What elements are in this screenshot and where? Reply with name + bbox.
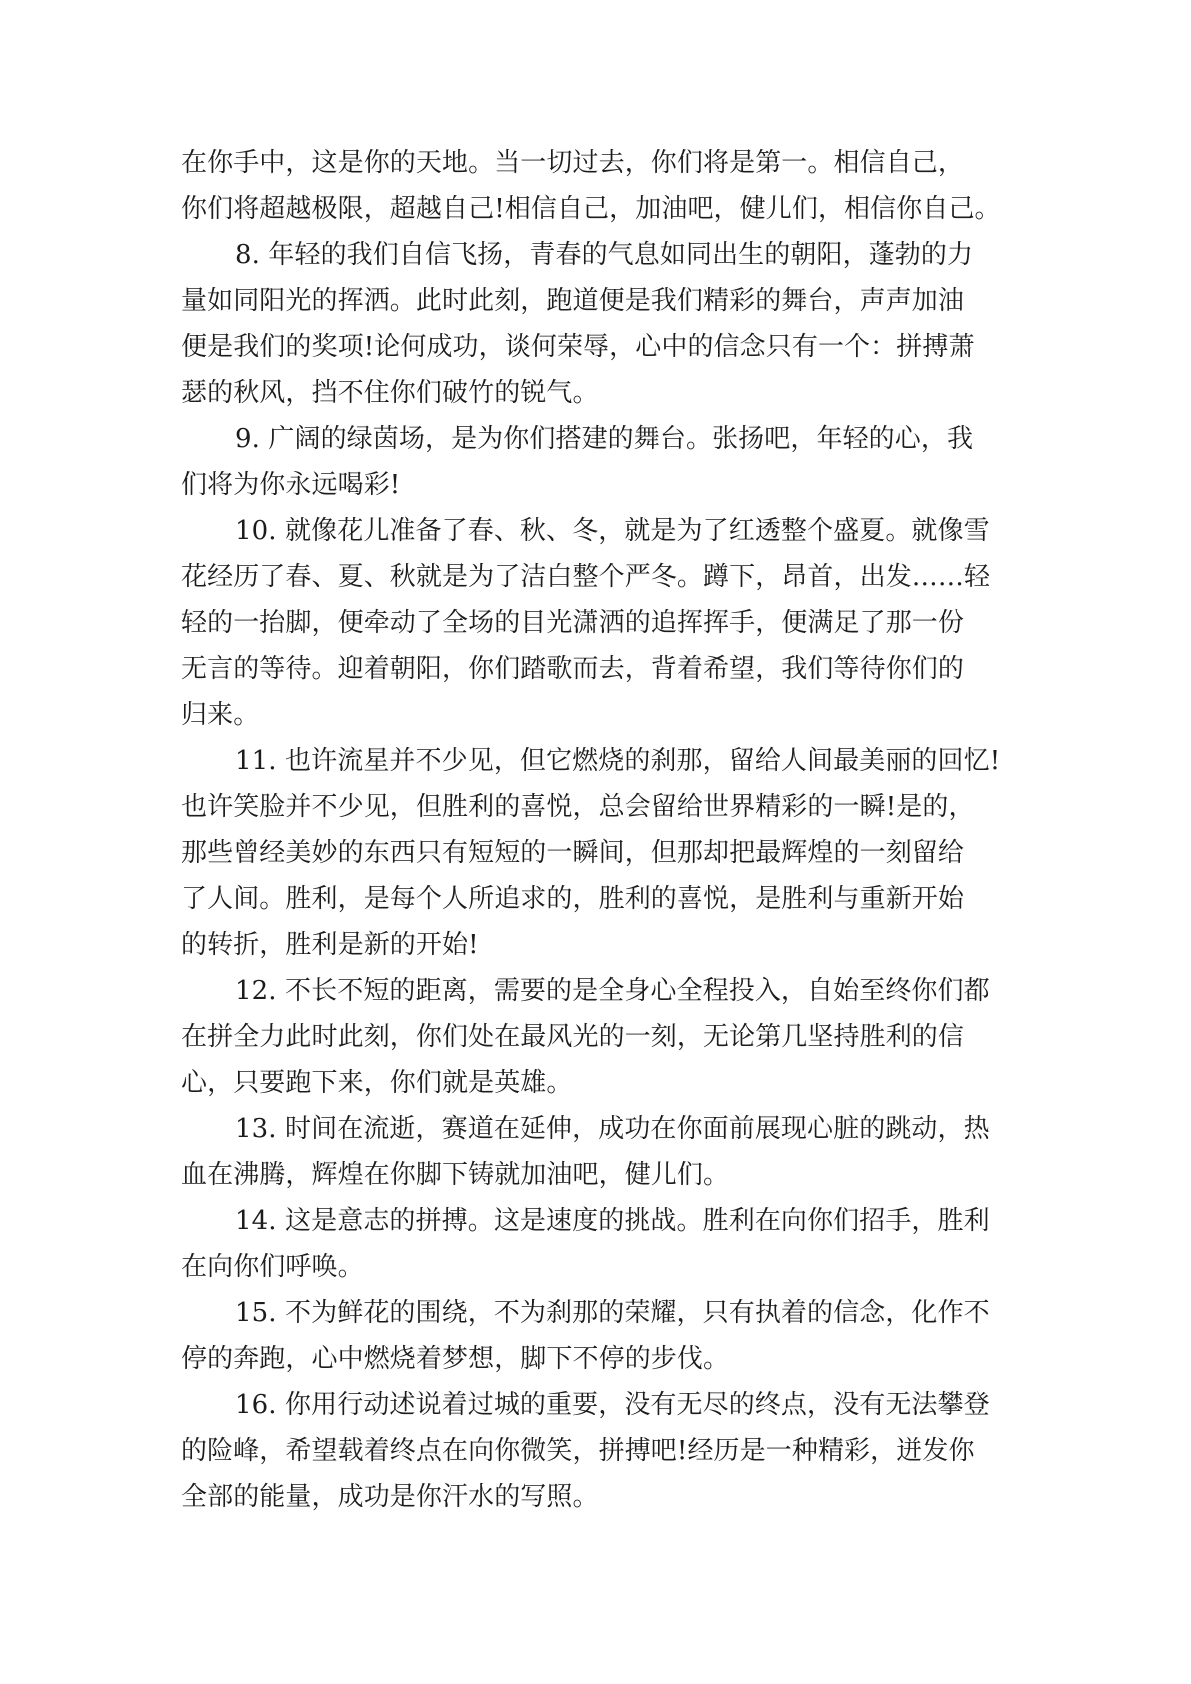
paragraph-11-start: 11. 也许流星并不少见，但它燃烧的刹那，留给人间最美丽的回忆! bbox=[235, 746, 1001, 776]
text-line: 也许笑脸并不少见，但胜利的喜悦，总会留给世界精彩的一瞬!是的， bbox=[181, 792, 975, 822]
body-text bbox=[181, 140, 1031, 1520]
text-line: 你们将超越极限，超越自己!相信自己，加油吧，健儿们，相信你自己。 bbox=[181, 194, 1001, 224]
text-line: 在拼全力此时此刻，你们处在最风光的一刻，无论第几坚持胜利的信 bbox=[181, 1022, 965, 1052]
paragraph-9-start: 9. 广阔的绿茵场，是为你们搭建的舞台。张扬吧，年轻的心，我 bbox=[235, 424, 974, 454]
text-line: 的险峰，希望载着终点在向你微笑，拼搏吧!经历是一种精彩，迸发你 bbox=[181, 1436, 975, 1466]
text-line: 轻的一抬脚，便牵动了全场的目光潇洒的追挥挥手，便满足了那一份 bbox=[181, 608, 965, 638]
text-line: 那些曾经美妙的东西只有短短的一瞬间，但那却把最辉煌的一刻留给 bbox=[181, 838, 965, 868]
text-line: 的转折，胜利是新的开始! bbox=[181, 930, 479, 960]
text-line: 血在沸腾，辉煌在你脚下铸就加油吧，健儿们。 bbox=[181, 1160, 730, 1190]
text-line: 花经历了春、夏、秋就是为了洁白整个严冬。蹲下，昂首，出发……轻 bbox=[181, 562, 991, 592]
paragraph-13-start: 13. 时间在流逝，赛道在延伸，成功在你面前展现心脏的跳动，热 bbox=[235, 1114, 990, 1144]
paragraph-10-start: 10. 就像花儿准备了春、秋、冬，就是为了红透整个盛夏。就像雪 bbox=[235, 516, 990, 546]
text-line: 瑟的秋风，挡不住你们破竹的锐气。 bbox=[181, 378, 599, 408]
text-line: 们将为你永远喝彩! bbox=[181, 470, 401, 500]
text-line: 了人间。胜利，是每个人所追求的，胜利的喜悦，是胜利与重新开始 bbox=[181, 884, 965, 914]
paragraph-15-start: 15. 不为鲜花的围绕，不为刹那的荣耀，只有执着的信念，化作不 bbox=[235, 1298, 990, 1328]
text-line: 停的奔跑，心中燃烧着梦想，脚下不停的步伐。 bbox=[181, 1344, 730, 1374]
paragraph-16-start: 16. 你用行动述说着过城的重要，没有无尽的终点，没有无法攀登 bbox=[235, 1390, 990, 1420]
text-line: 在你手中，这是你的天地。当一切过去，你们将是第一。相信自己， bbox=[181, 148, 965, 178]
paragraph-8-start: 8. 年轻的我们自信飞扬，青春的气息如同出生的朝阳，蓬勃的力 bbox=[235, 240, 974, 270]
text-line: 心，只要跑下来，你们就是英雄。 bbox=[181, 1068, 573, 1098]
paragraph-14-start: 14. 这是意志的拼搏。这是速度的挑战。胜利在向你们招手，胜利 bbox=[235, 1206, 990, 1236]
text-line: 无言的等待。迎着朝阳，你们踏歌而去，背着希望，我们等待你们的 bbox=[181, 654, 965, 684]
text-line: 量如同阳光的挥洒。此时此刻，跑道便是我们精彩的舞台，声声加油 bbox=[181, 286, 965, 316]
text-line: 在向你们呼唤。 bbox=[181, 1252, 364, 1282]
text-line: 归来。 bbox=[181, 700, 260, 730]
paragraph-12-start: 12. 不长不短的距离，需要的是全身心全程投入，自始至终你们都 bbox=[235, 976, 990, 1006]
text-line: 全部的能量，成功是你汗水的写照。 bbox=[181, 1482, 599, 1512]
text-line: 便是我们的奖项!论何成功，谈何荣辱，心中的信念只有一个：拼搏萧 bbox=[181, 332, 975, 362]
